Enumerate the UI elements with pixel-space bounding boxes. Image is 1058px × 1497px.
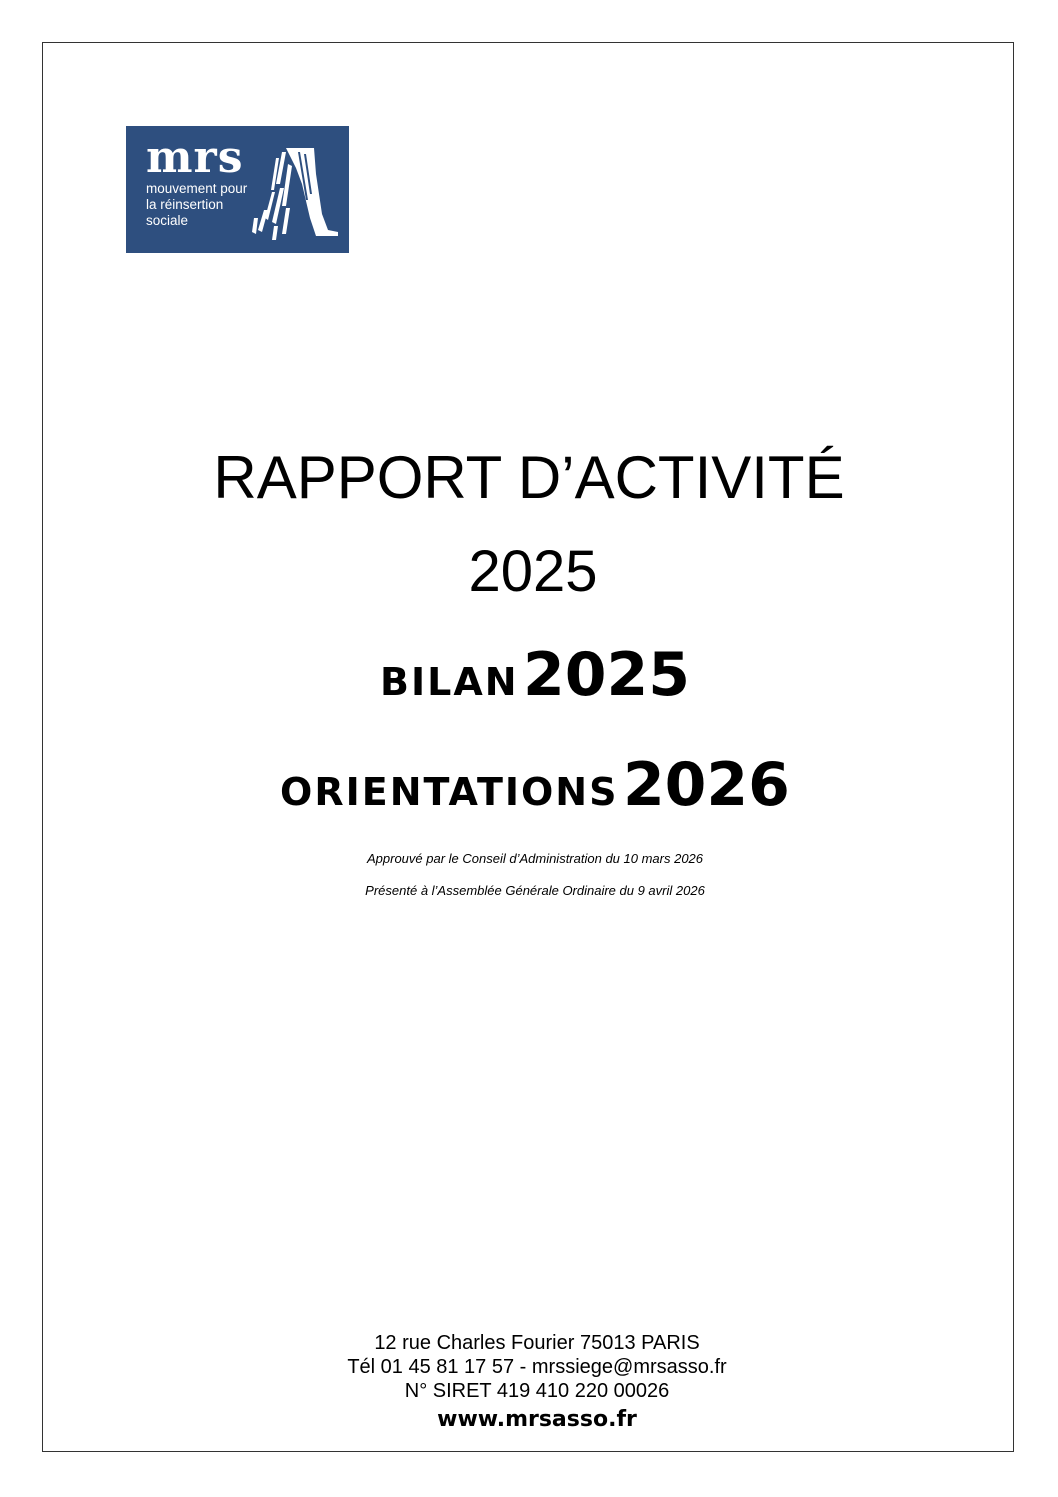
logo-tagline bbox=[146, 181, 247, 229]
orientations-year: 2026 bbox=[622, 750, 790, 820]
logo-tagline-line-1: mouvement pour bbox=[146, 181, 248, 196]
logo-tagline-line-2: la réinsertion bbox=[146, 197, 224, 212]
footer-address: 12 rue Charles Fourier 75013 PARIS bbox=[374, 1332, 700, 1354]
legs-figure-icon bbox=[250, 144, 340, 244]
bilan-heading bbox=[6, 640, 1058, 710]
page-border bbox=[42, 42, 1014, 1452]
report-year: 2025 bbox=[468, 539, 598, 604]
bilan-word: BILAN bbox=[380, 660, 519, 704]
report-title: RAPPORT D’ACTIVITÉ bbox=[213, 444, 845, 511]
logo-tagline-line-3: sociale bbox=[146, 213, 189, 228]
orientations-word: ORIENTATIONS bbox=[280, 770, 619, 814]
logo-acronym: mrs bbox=[146, 132, 244, 183]
approval-assembly-line: Présenté à l’Assemblée Générale Ordinaire du 9 avril 2026 bbox=[365, 883, 705, 898]
orientations-heading bbox=[6, 750, 1058, 820]
footer-siret: N° SIRET 419 410 220 00026 bbox=[404, 1380, 670, 1402]
bilan-year: 2025 bbox=[522, 640, 690, 710]
footer-website: www.mrsasso.fr bbox=[437, 1407, 637, 1432]
footer-contact: Tél 01 45 81 17 57 - mrssiege@mrsasso.fr bbox=[347, 1356, 727, 1378]
approval-board-line: Approuvé par le Conseil d’Administration du 10 mars 2026 bbox=[366, 851, 704, 866]
mrs-logo bbox=[126, 126, 349, 253]
